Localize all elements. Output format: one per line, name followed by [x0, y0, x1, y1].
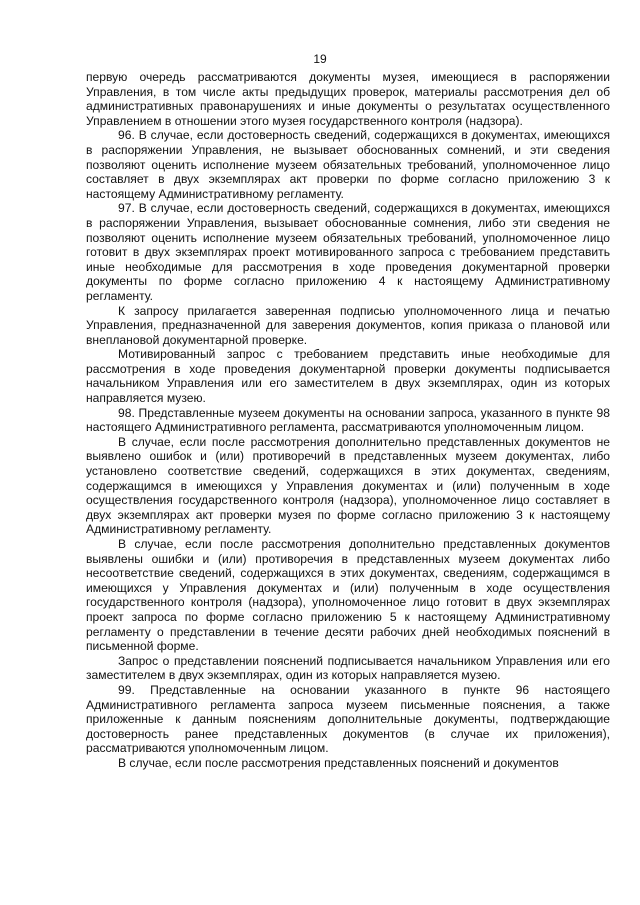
paragraph: К запросу прилагается заверенная подписью уполномоченного лица и печатью Управления, предназначенной для заверения документов, копия приказа о плановой или внеплановой документарной проверке. — [86, 303, 610, 347]
paragraph: Мотивированный запрос с требованием представить иные необходимые для рассмотрения в ходе проведения документарной проверки документы подписывается начальником Управления или его заместителем в двух экземплярах, один из которых направляется музею. — [86, 347, 610, 406]
paragraph: В случае, если после рассмотрения дополнительно представленных документов выявлены ошибки и (или) противоречия в представленных музеем документах либо несоответствие сведений, содержащихся в этих документах, сведениям, содержащимся в имеющихся у Управления документах и (или) полученным в ходе осуществления государственного контроля (надзора), уполномоченное лицо готовит в двух экземплярах проект запроса по форме согласно приложению 5 к настоящему Административному регламенту о представлении в течение десяти рабочих дней необходимых пояснений в письменной форме. — [86, 537, 610, 654]
paragraph: 98. Представленные музеем документы на основании запроса, указанного в пункте 98 настоящего Административного регламента, рассматриваются уполномоченным лицом. — [86, 405, 610, 435]
paragraph: Запрос о представлении пояснений подписывается начальником Управления или его заместителем в двух экземплярах, один из которых направляется музею. — [86, 653, 610, 683]
document-body — [86, 70, 610, 771]
page-number: 19 — [313, 52, 327, 66]
paragraph: 99. Представленные на основании указанного в пункте 96 настоящего Административного регламента запроса музеем письменные пояснения, а также приложенные к данным пояснениям дополнительные документы, подтверждающие достоверность ранее представленных документов (в случае их приложения), рассматриваются уполномоченным лицом. — [86, 682, 610, 756]
paragraph: В случае, если после рассмотрения представленных пояснений и документов — [118, 755, 559, 770]
paragraph: В случае, если после рассмотрения дополнительно представленных документов не выявлено ошибок и (или) противоречий в представленных музеем документах, либо установлено соответствие сведений, содержащихся в этих документах, сведениям, содержащимся в имеющихся у Управления документах и (или) полученным в ходе осуществления государственного контроля (надзора), уполномоченное лицо составляет в двух экземплярах акт проверки музея по форме согласно приложению 3 к настоящему Административному регламенту. — [86, 434, 610, 537]
paragraph: первую очередь рассматриваются документы музея, имеющиеся в распоряжении Управления, в том числе акты предыдущих проверок, материалы рассмотрения дел об административных правонарушениях и иные документы о результатах осуществленного Управлением в отношении этого музея государственного контроля (надзора). — [86, 70, 610, 128]
paragraph: 97. В случае, если достоверность сведений, содержащихся в документах, имеющихся в распоряжении Управления, вызывает обоснованные сомнения, либо эти сведения не позволяют оценить исполнение музеем обязательных требований, уполномоченное лицо готовит в двух экземплярах проект мотивированного запроса с требованием представить иные необходимые для рассмотрения в ходе проведения документарной проверки документы по форме согласно приложению 4 к настоящему Административному регламенту. — [86, 201, 610, 303]
paragraph: 96. В случае, если достоверность сведений, содержащихся в документах, имеющихся в распоряжении Управления, не вызывает обоснованных сомнений, и эти сведения позволяют оценить исполнение музеем обязательных требований, уполномоченное лицо составляет в двух экземплярах акт проверки по форме согласно приложению 3 к настоящему Административному регламенту. — [86, 128, 610, 201]
